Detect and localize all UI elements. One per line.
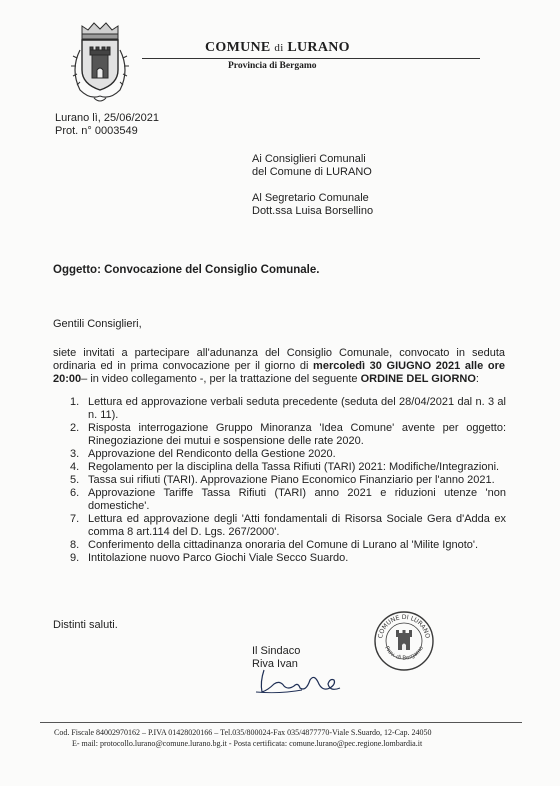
official-seal-icon <box>373 610 435 672</box>
agenda-item-text: Lettura ed approvazione verbali seduta precedente (seduta del 28/04/2021 dal n. 3 al n. 11). <box>88 396 506 421</box>
agenda-item <box>70 396 506 422</box>
agenda-item <box>70 461 506 474</box>
recipient-1-line-1: Ai Consiglieri Comunali <box>252 153 366 165</box>
greeting: Gentili Consiglieri, <box>53 318 142 330</box>
agenda-item-number: 4. <box>70 461 80 473</box>
footer-email-line: E- mail: protocollo.lurano@comune.lurano.bg.it - Posta certificata: comune.lurano@pec.regione.lombardia.it <box>72 739 423 748</box>
municipal-crest-icon <box>68 20 132 106</box>
agenda-item-number: 5. <box>70 474 80 486</box>
header-divider <box>142 58 480 59</box>
agenda-item <box>70 552 506 565</box>
signature-icon <box>250 668 350 696</box>
closing-salutation: Distinti saluti. <box>53 619 118 631</box>
agenda-item <box>70 474 506 487</box>
meeting-date-time: mercoledì 30 GIUGNO 2021 alle ore 20:00 <box>53 360 505 385</box>
province-subtitle: Provincia di Bergamo <box>228 61 317 71</box>
agenda-item-text: Intitolazione nuovo Parco Giochi Viale Secco Suardo. <box>88 552 349 564</box>
recipient-2-line-1: Al Segretario Comunale <box>252 192 369 204</box>
agenda-item <box>70 448 506 461</box>
recipient-1-line-2: del Comune di LURANO <box>252 166 372 178</box>
intro-text-1: siete invitati a partecipare all'adunanza del Consiglio Comunale, convocato in seduta ordinaria ed in prima convocazione per il giorno di <box>53 347 505 372</box>
agenda-item <box>70 422 506 448</box>
agenda-item-number: 2. <box>70 422 80 434</box>
title-di: di <box>274 42 284 54</box>
agenda-list <box>70 396 506 565</box>
title-comune: COMUNE <box>205 40 271 55</box>
protocol-number: Prot. n° 0003549 <box>55 125 138 137</box>
agenda-item-text: Regolamento per la disciplina della Tassa Rifiuti (TARI) 2021: Modifiche/Integrazioni. <box>88 461 500 473</box>
agenda-item <box>70 487 506 513</box>
agenda-item-number: 6. <box>70 487 80 499</box>
signer-role: Il Sindaco <box>252 645 301 657</box>
agenda-item-text: Tassa sui rifiuti (TARI). Approvazione Piano Economico Finanziario per l'anno 2021. <box>88 474 495 486</box>
recipient-2-line-2: Dott.ssa Luisa Borsellino <box>252 205 374 217</box>
agenda-item-text: Approvazione Tariffe Tassa Rifiuti (TARI) anno 2021 e riduzioni utenze 'non domestiche'. <box>88 487 506 512</box>
agenda-item-text: Lettura ed approvazione degli 'Atti fondamentali di Risorsa Sociale Gera d'Adda ex comma 8 art.114 del D. Lgs. 267/2000'. <box>88 513 506 538</box>
agenda-item <box>70 513 506 539</box>
intro-text-2: – in video collegamento -, per la trattazione del seguente <box>81 373 361 385</box>
agenda-item-number: 3. <box>70 448 80 460</box>
agenda-item-number: 7. <box>70 513 80 525</box>
agenda-item-number: 1. <box>70 396 80 408</box>
footer-contact-line: Cod. Fiscale 84002970162 – P.IVA 01428020166 – Tel.035/800024-Fax 035/4877770-Viale S.Suardo, 12-Cap. 24050 <box>54 728 432 737</box>
title-city: LURANO <box>287 40 350 55</box>
intro-text-3: : <box>475 373 479 385</box>
letter-subject: Oggetto: Convocazione del Consiglio Comunale. <box>53 264 320 276</box>
agenda-item <box>70 539 506 552</box>
agenda-item-text: Risposta interrogazione Gruppo Minoranza 'Idea Comune' avente per oggetto: Rinegoziazione dei mutui e sospensione delle rate 2020. <box>88 422 506 447</box>
agenda-item-number: 9. <box>70 552 80 564</box>
letter-date: Lurano lì, 25/06/2021 <box>55 112 159 124</box>
seal-top-text: COMUNE DI LURANO <box>377 613 431 639</box>
signer-name: Riva Ivan <box>252 658 298 670</box>
intro-paragraph <box>53 347 505 386</box>
agenda-heading: ORDINE DEL GIORNO <box>360 373 476 385</box>
agenda-item-text: Conferimento della cittadinanza onoraria del Comune di Lurano al 'Milite Ignoto'. <box>88 539 479 551</box>
seal-bottom-text: Prov. di Bergamo <box>383 645 425 662</box>
agenda-item-number: 8. <box>70 539 80 551</box>
municipality-title <box>205 40 350 56</box>
footer-divider <box>40 722 522 723</box>
agenda-item-text: Approvazione del Rendiconto della Gestione 2020. <box>88 448 336 460</box>
